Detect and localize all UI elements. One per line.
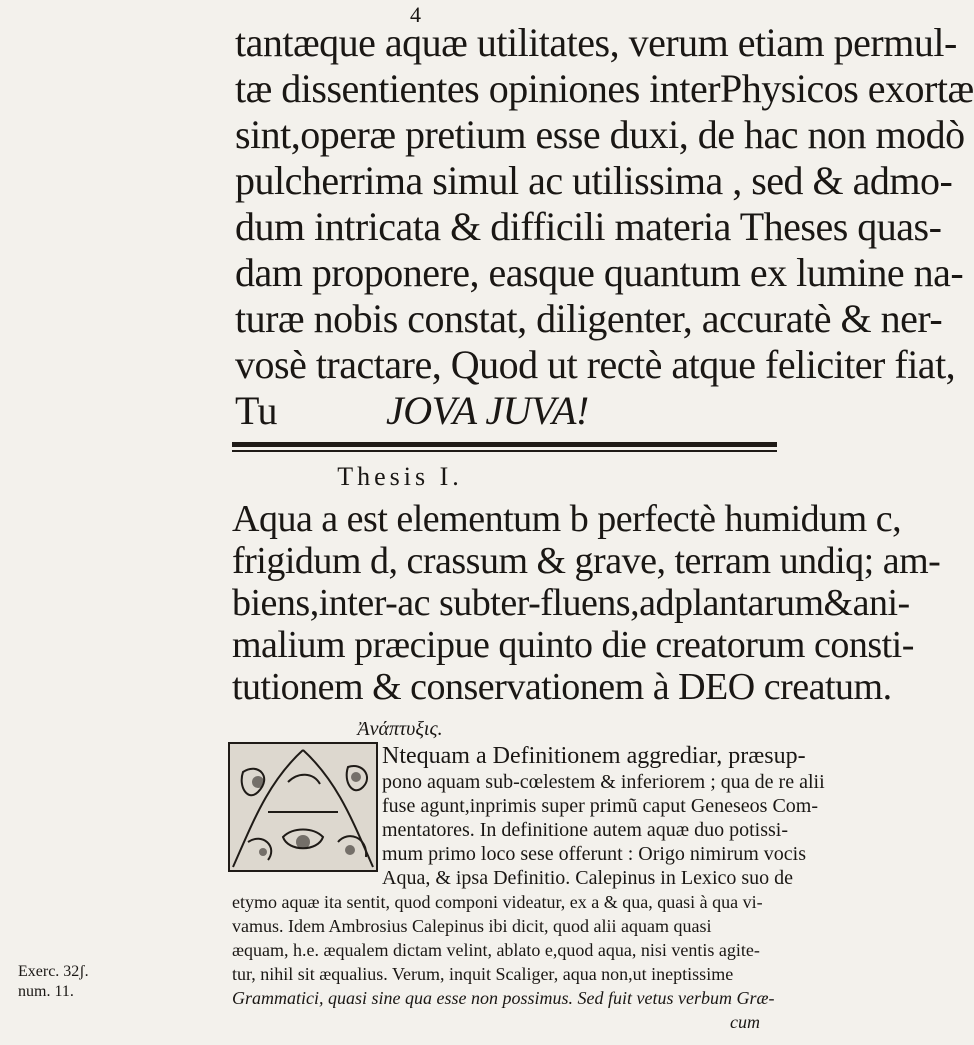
text-line: tutionem & conservationem à DEO creatum.: [232, 666, 892, 708]
margin-note-line: num. 11.: [18, 983, 74, 1000]
text-line: sint,operæ pretium esse duxi, de hac non modò: [235, 112, 965, 157]
text-line: Aqua, & ipsa Definitio. Calepinus in Lexico suo de: [382, 867, 794, 889]
margin-note: [18, 962, 89, 1002]
text-line: malium præcipue quinto die creatorum consti-: [232, 624, 914, 666]
text-line: fuse agunt,inprimis super primũ caput Geneseos Com-: [382, 795, 819, 817]
divider-rule: [232, 450, 777, 452]
text-line: vosè tractare, Quod ut rectè atque feliciter fiat,: [235, 342, 956, 387]
text-line: Ntequam a Definitionem aggrediar, præsup-: [382, 743, 806, 769]
text-line: vamus. Idem Ambrosius Calepinus ibi dicit, quod alii aquam quasi: [232, 916, 712, 936]
thesis-title: Thesis I.: [337, 462, 463, 491]
text-line: dam proponere, easque quantum ex lumine na-: [235, 250, 964, 295]
catchword: cum: [730, 1012, 760, 1032]
text-line: dum intricata & difficili materia Theses quas-: [235, 204, 942, 249]
text-line: frigidum d, crassum & grave, terram undiq; am-: [232, 540, 941, 582]
text-line: turæ nobis constat, diligenter, accuratè & ner-: [235, 296, 943, 341]
invocation-line: [235, 388, 775, 434]
margin-note-line: Exerc. 32ʃ.: [18, 963, 89, 980]
text-line: pono aquam sub-cœlestem & inferiorem ; qua de re alii: [382, 771, 825, 793]
page-number: 4: [410, 2, 421, 27]
decorated-initial-image: [228, 742, 378, 872]
text-line: biens,inter-ac subter-fluens,adplantarum&ani-: [232, 582, 910, 624]
divider-rule: [232, 442, 777, 447]
text-line: tæ dissentientes opiniones interPhysicos exortæ: [235, 66, 974, 111]
text-line: tur, nihil sit æqualius. Verum, inquit Scaliger, aqua non,ut ineptissime: [232, 964, 734, 984]
text-line: pulcherrima simul ac utilissima , sed & admo-: [235, 158, 953, 203]
text-line: Aqua a est elementum b perfectè humidum c,: [232, 498, 902, 540]
text-line: etymo aquæ ita sentit, quod componi videatur, ex a & qua, quasi à qua vi-: [232, 892, 763, 912]
greek-heading: Ἀνάπτυξις.: [357, 718, 443, 740]
text-line: mum primo loco sese offerunt : Origo nimirum vocis: [382, 843, 807, 865]
text-line: Grammatici, quasi sine qua esse non possimus. Sed fuit vetus verbum Græ-: [232, 988, 775, 1008]
invocation-text: JOVA JUVA!: [386, 388, 589, 433]
text-line: æquam, h.e. æqualem dictam velint, ablato e,quod aqua, nisi ventis agite-: [232, 940, 760, 960]
text-line: mentatores. In definitione autem aquæ duo potissi-: [382, 819, 789, 841]
text-line: tantæque aquæ utilitates, verum etiam permul-: [235, 20, 957, 65]
invocation-prefix: Tu: [235, 388, 278, 433]
